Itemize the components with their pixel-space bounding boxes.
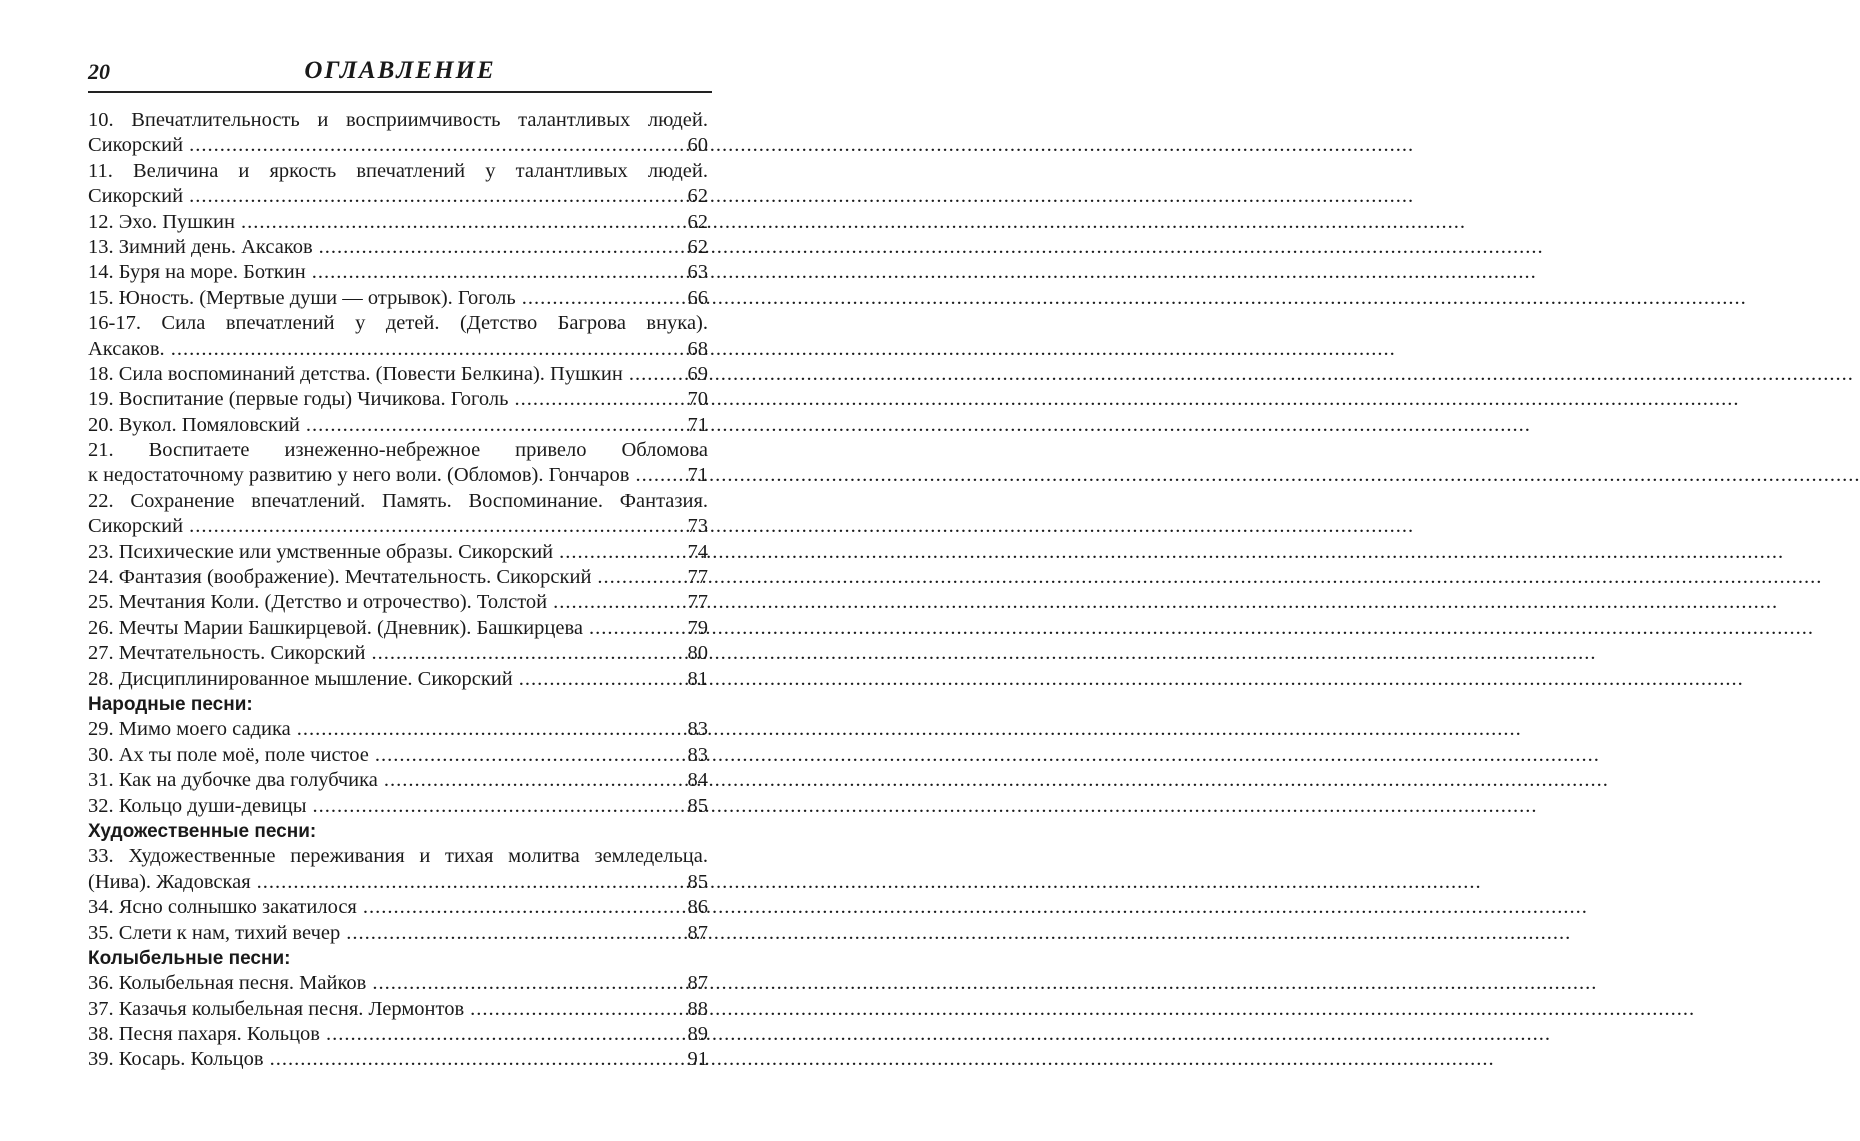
toc-entry-line bbox=[88, 895, 708, 920]
toc-entry bbox=[88, 997, 708, 1022]
toc-entry-line bbox=[88, 235, 708, 260]
toc-entry-line1: 10. Впечатлительность и восприимчивость талантливых людей. bbox=[88, 109, 708, 131]
toc-entry bbox=[88, 413, 708, 438]
toc-entry-line bbox=[88, 870, 708, 895]
toc-entry-line bbox=[88, 1022, 708, 1047]
toc-entry-line bbox=[88, 337, 708, 362]
toc-entry-page: 62 bbox=[687, 235, 708, 258]
toc-entry-page: 71 bbox=[687, 464, 708, 487]
book-page bbox=[0, 0, 750, 1141]
toc-entry-line bbox=[88, 997, 708, 1022]
toc-entry bbox=[88, 616, 708, 641]
toc-entry-line bbox=[88, 616, 708, 641]
dot-leader bbox=[189, 514, 683, 539]
toc-entry-line1: 33. Художественные переживания и тихая молитва земледельца. bbox=[88, 845, 708, 868]
toc-entry-page: 77 bbox=[687, 566, 708, 589]
page-header bbox=[88, 57, 712, 93]
toc-entry-page: 84 bbox=[687, 769, 708, 792]
dot-leader bbox=[384, 768, 684, 793]
dot-leader bbox=[553, 590, 683, 615]
toc-entry-line bbox=[88, 565, 708, 590]
toc-entry-title: 23. Психические или умственные образы. Сикорский bbox=[88, 540, 554, 563]
toc-entry-page: 86 bbox=[687, 896, 708, 919]
toc-entry-page: 87 bbox=[687, 972, 708, 995]
dot-leader bbox=[312, 260, 684, 285]
dot-leader bbox=[559, 540, 683, 565]
toc-entry-line1: 11. Величина и яркость впечатлений у талантливых людей. bbox=[88, 159, 708, 182]
toc-entry bbox=[88, 235, 708, 260]
toc-entry-page: 89 bbox=[687, 1023, 708, 1046]
dot-leader bbox=[589, 616, 684, 641]
toc-entry-line bbox=[88, 590, 708, 615]
toc-entry bbox=[88, 743, 708, 768]
toc-entry bbox=[88, 210, 708, 235]
toc-entry-line bbox=[88, 794, 708, 819]
toc-entry-title: 31. Как на дубочке два голубчика bbox=[88, 769, 378, 792]
toc-entry-title: Сикорский bbox=[88, 515, 184, 538]
toc-entry-page: 74 bbox=[687, 540, 708, 563]
toc-entry-page: 83 bbox=[687, 718, 708, 741]
toc-entry-page: 85 bbox=[687, 870, 708, 893]
dot-leader bbox=[522, 286, 684, 311]
dot-leader bbox=[375, 743, 684, 768]
dot-leader bbox=[241, 210, 684, 235]
toc-entry bbox=[88, 565, 708, 590]
toc-entry bbox=[88, 768, 708, 793]
toc-entry-line bbox=[88, 1047, 708, 1072]
toc-entry bbox=[88, 667, 708, 692]
toc-entry bbox=[88, 260, 708, 285]
toc-entry-line bbox=[88, 667, 708, 692]
toc-entry-title: Сикорский bbox=[88, 185, 184, 208]
dot-leader bbox=[635, 463, 683, 488]
toc-entry-title: к недостаточному развитию у него воли. (Обломов). Гончаров bbox=[88, 464, 630, 487]
toc-entry-title: (Нива). Жадовская bbox=[88, 870, 251, 893]
toc-entry bbox=[88, 717, 708, 742]
toc-entry bbox=[88, 1047, 708, 1072]
toc-entry-line1: 22. Сохранение впечатлений. Память. Воспоминание. Фантазия. bbox=[88, 489, 708, 512]
toc-entry-page: 62 bbox=[687, 185, 708, 208]
toc-entry bbox=[88, 971, 708, 996]
toc-entry-line bbox=[88, 184, 708, 209]
toc-entry-title: 19. Воспитание (первые годы) Чичикова. Гоголь bbox=[88, 388, 509, 411]
toc-entry-page: 73 bbox=[687, 515, 708, 538]
dot-leader bbox=[629, 362, 684, 387]
table-of-contents bbox=[88, 108, 708, 1073]
toc-entry-line bbox=[88, 768, 708, 793]
dot-leader bbox=[519, 667, 684, 692]
toc-entry-page: 63 bbox=[687, 261, 708, 284]
toc-entry-page: 69 bbox=[687, 362, 708, 385]
toc-entry-line bbox=[88, 514, 708, 539]
toc-entry bbox=[88, 921, 708, 946]
toc-entry bbox=[88, 286, 708, 311]
toc-entry-line bbox=[88, 463, 708, 488]
dot-leader bbox=[597, 565, 683, 590]
toc-entry-line bbox=[88, 717, 708, 742]
dot-leader bbox=[346, 921, 683, 946]
toc-entry-page: 87 bbox=[687, 921, 708, 944]
toc-entry bbox=[88, 895, 708, 920]
toc-entry-title: 29. Мимо моего садика bbox=[88, 718, 291, 741]
toc-entry-title: Аксаков. bbox=[88, 337, 165, 360]
toc-entry-line bbox=[88, 743, 708, 768]
toc-entry-page: 66 bbox=[687, 286, 708, 309]
toc-entry-title: 28. Дисциплинированное мышление. Сикорский bbox=[88, 667, 513, 690]
toc-entry-page: 62 bbox=[687, 210, 708, 233]
toc-entry-line bbox=[88, 133, 708, 158]
toc-entry-title: 27. Мечтательность. Сикорский bbox=[88, 642, 366, 665]
toc-entry bbox=[88, 489, 708, 540]
section-heading: Художественные песни: bbox=[88, 820, 317, 842]
toc-entry-title: 13. Зимний день. Аксаков bbox=[88, 235, 313, 258]
toc-entry-title: 14. Буря на море. Боткин bbox=[88, 261, 306, 284]
running-title: ОГЛАВЛЕНИЕ bbox=[304, 57, 496, 84]
toc-entry-title: 12. Эхо. Пушкин bbox=[88, 210, 235, 233]
toc-entry bbox=[88, 1022, 708, 1047]
dot-leader bbox=[313, 794, 684, 819]
toc-entry-line1: 16-17. Сила впечатлений у детей. (Детство Багрова внука). bbox=[88, 312, 708, 335]
toc-entry-page: 91 bbox=[687, 1048, 708, 1071]
toc-entry-title: 20. Вукол. Помяловский bbox=[88, 413, 300, 436]
toc-entry-page: 60 bbox=[687, 134, 708, 157]
toc-entry-line1: 21. Воспитаете изнеженно-небрежное привело Обломова bbox=[88, 439, 708, 462]
toc-entry-page: 85 bbox=[687, 794, 708, 817]
toc-entry bbox=[88, 362, 708, 387]
toc-entry-title: 25. Мечтания Коли. (Детство и отрочество). Толстой bbox=[88, 591, 548, 614]
toc-entry-title: 32. Кольцо души-девицы bbox=[88, 794, 307, 817]
toc-entry bbox=[88, 311, 708, 362]
dot-leader bbox=[189, 133, 683, 158]
toc-entry-page: 83 bbox=[687, 743, 708, 766]
toc-entry-line bbox=[88, 540, 708, 565]
toc-entry-title: Сикорский bbox=[88, 134, 184, 157]
toc-entry-page: 80 bbox=[687, 642, 708, 665]
toc-entry-line bbox=[88, 387, 708, 412]
dot-leader bbox=[363, 895, 684, 920]
toc-entry-page: 88 bbox=[687, 997, 708, 1020]
toc-entry-title: 18. Сила воспоминаний детства. (Повести Белкина). Пушкин bbox=[88, 362, 623, 385]
toc-entry bbox=[88, 590, 708, 615]
toc-entry-title: 35. Слети к нам, тихий вечер bbox=[88, 921, 341, 944]
toc-entry-page: 77 bbox=[687, 591, 708, 614]
toc-entry-title: 15. Юность. (Мертвые души — отрывок). Гоголь bbox=[88, 286, 516, 309]
toc-entry bbox=[88, 540, 708, 565]
dot-leader bbox=[306, 413, 684, 438]
toc-entry-line bbox=[88, 210, 708, 235]
toc-entry-title: 38. Песня пахаря. Кольцов bbox=[88, 1023, 320, 1046]
toc-entry-title: 24. Фантазия (воображение). Мечтательность. Сикорский bbox=[88, 566, 592, 589]
toc-entry-line bbox=[88, 413, 708, 438]
toc-entry-line bbox=[88, 921, 708, 946]
dot-leader bbox=[189, 184, 683, 209]
toc-entry-page: 81 bbox=[687, 667, 708, 690]
toc-entry-line bbox=[88, 362, 708, 387]
dot-leader bbox=[470, 997, 683, 1022]
toc-entry-title: 34. Ясно солнышко закатилося bbox=[88, 896, 357, 919]
toc-entry-title: 26. Мечты Марии Башкирцевой. (Дневник). Башкирцева bbox=[88, 616, 583, 639]
toc-entry-page: 79 bbox=[687, 616, 708, 639]
toc-entry-page: 68 bbox=[687, 337, 708, 360]
dot-leader bbox=[326, 1022, 684, 1047]
dot-leader bbox=[297, 717, 684, 742]
toc-entry-line bbox=[88, 971, 708, 996]
dot-leader bbox=[319, 235, 684, 260]
toc-entry-title: 39. Косарь. Кольцов bbox=[88, 1048, 264, 1071]
toc-entry bbox=[88, 794, 708, 819]
toc-entry-line bbox=[88, 286, 708, 311]
dot-leader bbox=[171, 337, 684, 362]
toc-entry-line bbox=[88, 260, 708, 285]
toc-entry bbox=[88, 844, 708, 895]
page-number: 20 bbox=[88, 59, 110, 84]
toc-entry bbox=[88, 438, 708, 489]
toc-entry-title: 37. Казачья колыбельная песня. Лермонтов bbox=[88, 997, 465, 1020]
section-heading: Колыбельные песни: bbox=[88, 947, 291, 969]
toc-entry bbox=[88, 108, 708, 159]
toc-entry-page: 70 bbox=[687, 388, 708, 411]
toc-entry-line bbox=[88, 641, 708, 666]
toc-entry-title: 30. Ах ты поле моё, поле чистое bbox=[88, 743, 369, 766]
toc-entry-title: 36. Колыбельная песня. Майков bbox=[88, 972, 367, 995]
dot-leader bbox=[371, 641, 683, 666]
dot-leader bbox=[515, 387, 684, 412]
dot-leader bbox=[372, 971, 683, 996]
section-heading: Народные песни: bbox=[88, 693, 253, 715]
toc-entry-page: 71 bbox=[687, 413, 708, 436]
toc-entry bbox=[88, 641, 708, 666]
toc-entry bbox=[88, 159, 708, 210]
toc-entry bbox=[88, 387, 708, 412]
dot-leader bbox=[257, 870, 684, 895]
dot-leader bbox=[270, 1047, 684, 1072]
